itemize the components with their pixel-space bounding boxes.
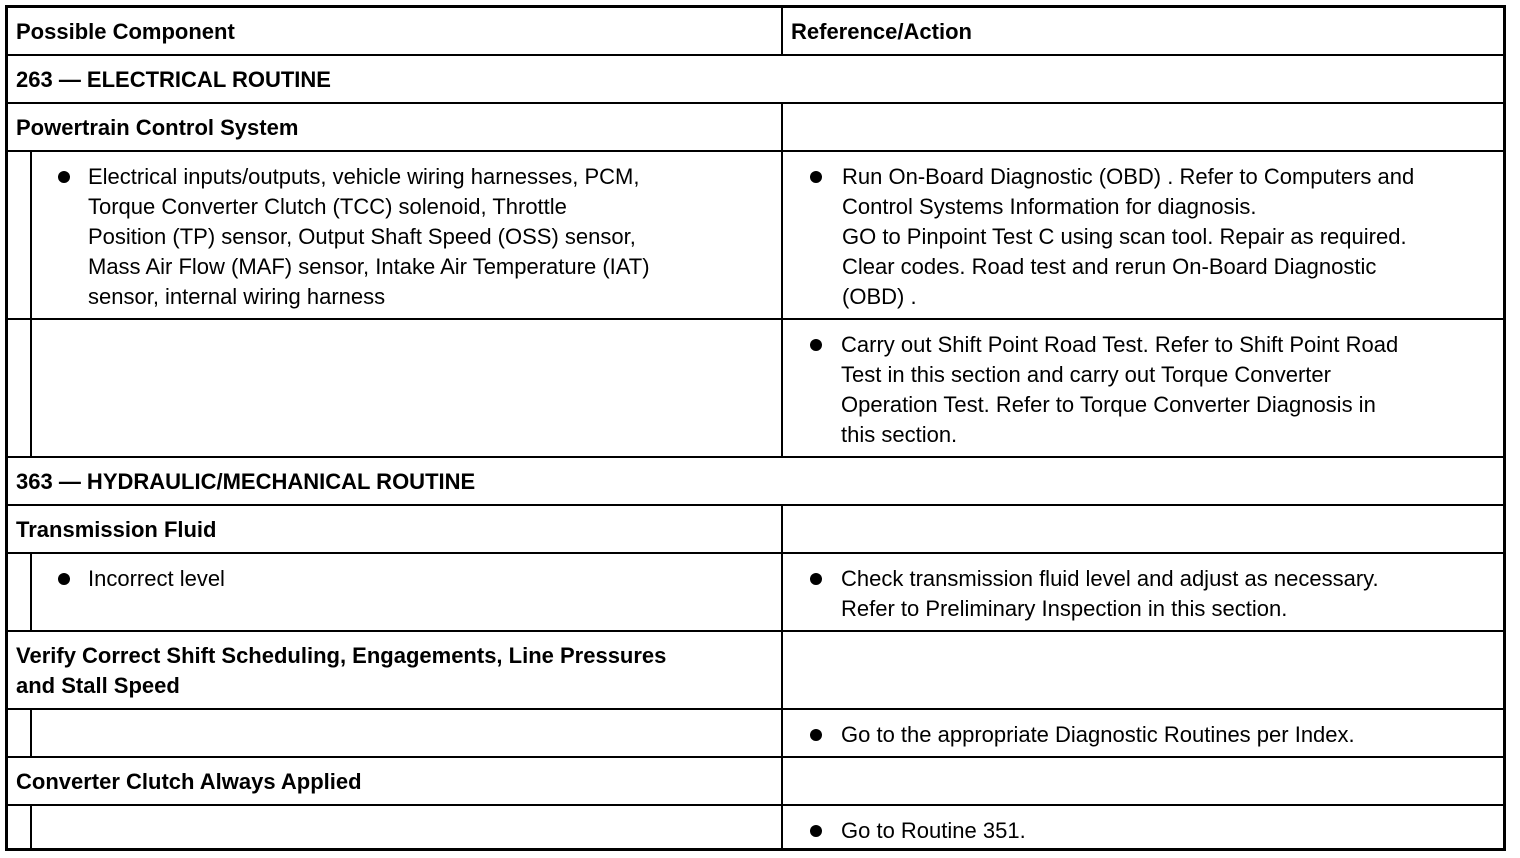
column-header-action: Reference/Action [791, 19, 972, 44]
empty-cell [783, 632, 1503, 708]
bullet-icon [810, 339, 822, 351]
group-row-verify [8, 632, 1503, 710]
action-cell [783, 152, 1503, 318]
empty-cell [783, 104, 1503, 150]
empty-cell [783, 506, 1503, 552]
bullet-icon [810, 573, 822, 585]
table-row [8, 806, 1503, 848]
section-title: 363 — HYDRAULIC/MECHANICAL ROUTINE [16, 469, 476, 494]
action-text: Check transmission fluid level and adjust as necessary. Refer to Preliminary Inspection in this section. [841, 566, 1379, 621]
bullet-icon [58, 573, 70, 585]
bullet-icon [810, 171, 822, 183]
component-cell [8, 152, 783, 318]
component-text: Incorrect level [88, 566, 225, 591]
table-row [8, 152, 1503, 320]
group-row-fluid [8, 506, 1503, 554]
empty-cell [783, 758, 1503, 804]
indent-divider [30, 710, 32, 756]
indent-divider [30, 554, 32, 630]
indent-divider [30, 152, 32, 318]
group-title: Transmission Fluid [8, 506, 783, 552]
component-cell [8, 710, 783, 756]
component-cell [8, 806, 783, 848]
component-cell [8, 320, 783, 456]
group-title: Converter Clutch Always Applied [8, 758, 783, 804]
table-header-row [8, 8, 1503, 56]
group-row-powertrain [8, 104, 1503, 152]
indent-divider [30, 806, 32, 848]
section-title: 263 — ELECTRICAL ROUTINE [16, 67, 331, 92]
indent-divider [30, 320, 32, 456]
table-row [8, 320, 1503, 458]
action-cell [783, 554, 1503, 630]
section-row-electrical [8, 56, 1503, 104]
bullet-icon [810, 729, 822, 741]
diagnostic-table [5, 5, 1506, 851]
bullet-icon [810, 825, 822, 837]
action-text: Go to Routine 351. [841, 818, 1026, 843]
action-cell [783, 320, 1503, 456]
action-cell [783, 710, 1503, 756]
column-header-component: Possible Component [8, 8, 783, 54]
action-text: Carry out Shift Point Road Test. Refer to Shift Point Road Test in this section and carry out Torque Converter Operation Test. Refer to Torque Converter Diagnosis in this section. [841, 332, 1399, 447]
table-row [8, 554, 1503, 632]
action-text: Run On-Board Diagnostic (OBD) . Refer to Computers and Control Systems Information for diagnosis. GO to Pinpoint Test C using scan tool. Repair as required. Clear codes. Road test and rerun On-Board Diagnostic (OBD) . [842, 164, 1415, 309]
action-cell [783, 806, 1503, 848]
table-row [8, 710, 1503, 758]
group-title: Powertrain Control System [8, 104, 783, 150]
component-text: Electrical inputs/outputs, vehicle wiring harnesses, PCM, Torque Converter Clutch (TCC) solenoid, Throttle Position (TP) sensor, Output Shaft Speed (OSS) sensor, Mass Air Flow (MAF) sensor, Intake Air Temperature (IAT) sensor, internal wiring harness [88, 164, 650, 309]
group-row-converter [8, 758, 1503, 806]
action-text: Go to the appropriate Diagnostic Routines per Index. [841, 722, 1355, 747]
section-row-hydraulic [8, 458, 1503, 506]
group-title: Verify Correct Shift Scheduling, Engagements, Line Pressures and Stall Speed [8, 632, 783, 708]
component-cell [8, 554, 783, 630]
bullet-icon [58, 171, 70, 183]
